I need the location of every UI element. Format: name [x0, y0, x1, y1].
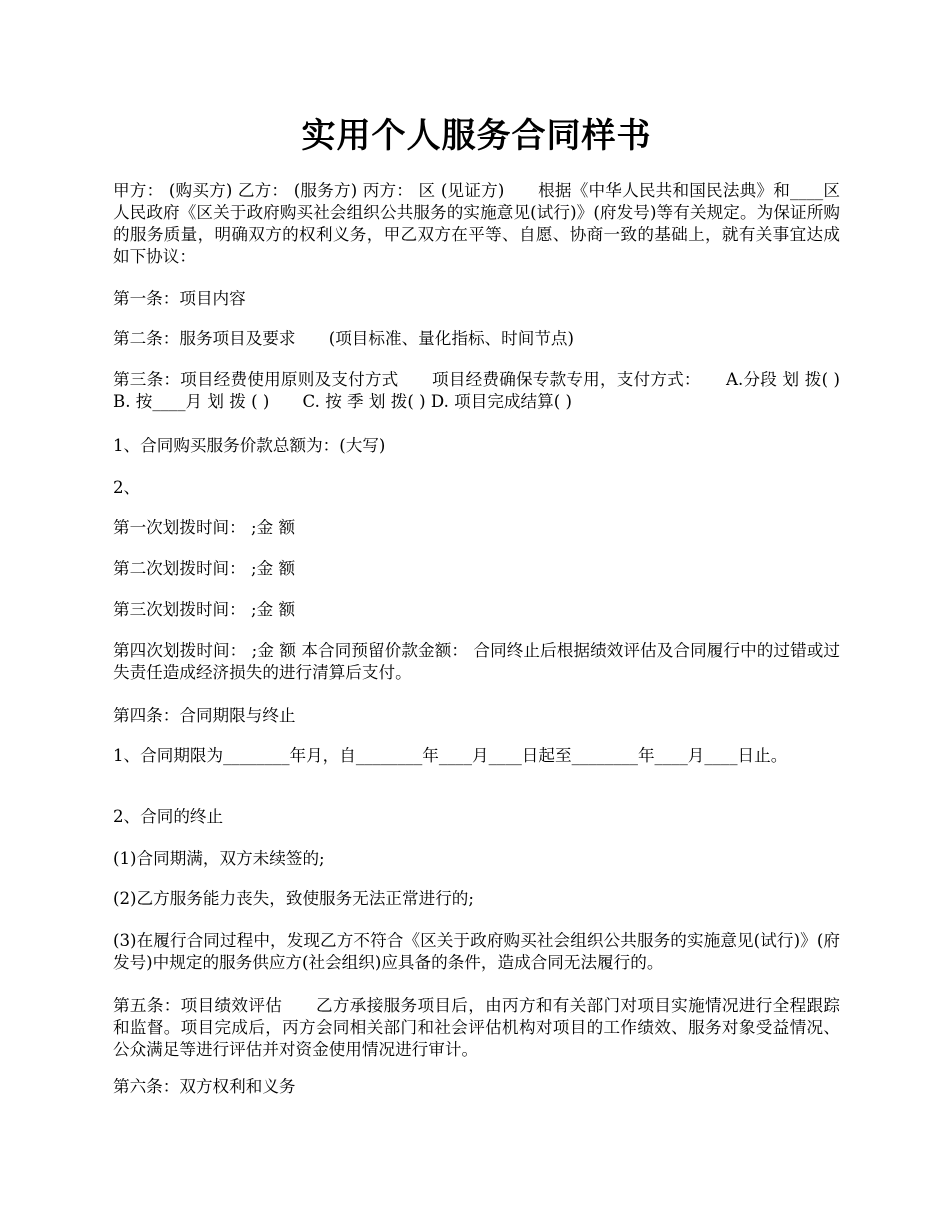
paragraph-article-6: 第六条：双方权利和义务: [113, 1077, 296, 1096]
paragraph-total-price: 1、合同购买服务价款总额为：(大写): [113, 436, 386, 455]
paragraph-termination-3: (3)在履行合同过程中，发现乙方不符合《区关于政府购买社会组织公共服务的实施意见(试行)》(府发号)中规定的服务供应方(社会组织)应具备的条件，造成合同无法履行的。: [113, 931, 840, 972]
paragraph-termination-1: (1)合同期满，双方未续签的;: [113, 849, 325, 868]
paragraph-payment-2: 第二次划拨时间： ;金 额: [113, 559, 296, 578]
paragraph-termination: 2、合同的终止: [113, 807, 224, 826]
paragraph-article-3: 第三条：项目经费使用原则及支付方式 项目经费确保专款专用，支付方式： A.分段 划 拨( ) B. 按____月 划 拨 ( ) C. 按 季 划 拨( ) D. 项目完成结算( ): [113, 370, 840, 411]
paragraph-article-2: 第二条：服务项目及要求 (项目标准、量化指标、时间节点): [113, 329, 574, 348]
paragraph-contract-term: 1、合同期限为________年月，自________年____月____日起至________年____月____日止。: [113, 746, 788, 765]
paragraph-payment-4: 第四次划拨时间： ;金 额 本合同预留价款金额： 合同终止后根据绩效评估及合同履行中的过错或过失责任造成经济损失的进行清算后支付。: [113, 641, 840, 682]
paragraph-article-4: 第四条：合同期限与终止: [113, 706, 296, 725]
document-title: 实用个人服务合同样书: [301, 116, 652, 156]
paragraph-article-5: 第五条：项目绩效评估 乙方承接服务项目后，由丙方和有关部门对项目实施情况进行全程跟踪和监督。项目完成后，丙方会同相关部门和社会评估机构对项目的工作绩效、服务对象受益情况、公众满足等进行评估并对资金使用情况进行审计。: [113, 996, 840, 1059]
paragraph-item-2: 2、: [113, 478, 141, 497]
paragraph-article-1: 第一条：项目内容: [113, 289, 246, 308]
paragraph-payment-3: 第三次划拨时间： ;金 额: [113, 600, 296, 619]
paragraph-payment-1: 第一次划拨时间： ;金 额: [113, 518, 296, 537]
paragraph-termination-2: (2)乙方服务能力丧失，致使服务无法正常进行的;: [113, 889, 474, 908]
paragraph-parties-preamble: 甲方： (购买方) 乙方： (服务方) 丙方： 区 (见证方) 根据《中华人民共和国民法典》和____区人民政府《区关于政府购买社会组织公共服务的实施意见(试行)》(府发号)等有关规定。为保证所购的服务质量，明确双方的权利义务，甲乙双方在平等、自愿、协商一致的基础上，就有关事宜达成如下协议：: [113, 181, 840, 266]
